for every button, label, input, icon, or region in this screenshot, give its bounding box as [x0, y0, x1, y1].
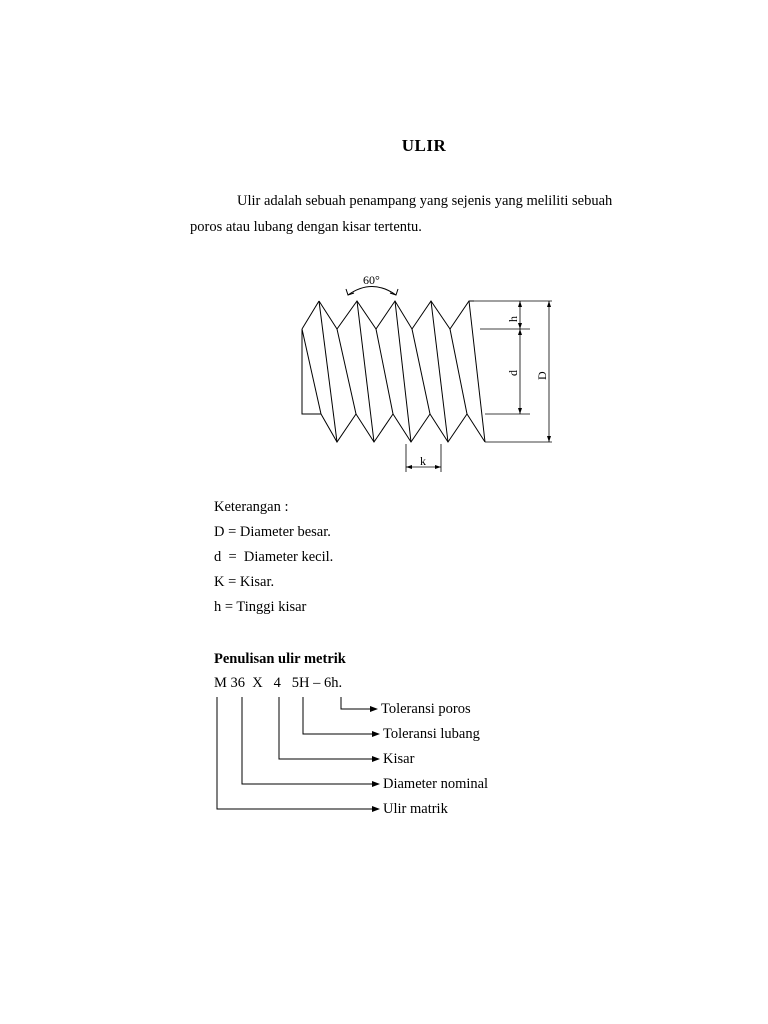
annotation-kisar: Kisar	[383, 751, 415, 767]
keterangan-item: D = Diameter besar.	[214, 524, 331, 540]
annotation-ulir-matrik: Ulir matrik	[383, 801, 448, 817]
D-large-label: D	[535, 371, 549, 380]
annotation-toleransi-lubang: Toleransi lubang	[383, 726, 480, 742]
angle-arc	[346, 287, 398, 296]
keterangan-item: d = Diameter kecil.	[214, 549, 334, 565]
k-label: k	[420, 454, 426, 468]
keterangan-title: Keterangan :	[214, 499, 289, 515]
angle-label: 60°	[363, 273, 380, 287]
keterangan-item: h = Tinggi kisar	[214, 599, 307, 615]
annotation-toleransi-poros: Toleransi poros	[381, 701, 471, 717]
thread-profile	[302, 301, 485, 442]
metric-code: M 36 X 4 5H – 6h.	[214, 675, 343, 691]
annotation-diameter-nominal: Diameter nominal	[383, 776, 489, 792]
thread-diagram-svg	[290, 262, 570, 477]
keterangan-item: K = Kisar.	[214, 574, 275, 590]
thread-diagram	[290, 262, 570, 477]
h-label: h	[506, 316, 520, 322]
paragraph-line-1: Ulir adalah sebuah penampang yang sejenis yang meliliti sebuah	[237, 193, 613, 209]
d-small-label: d	[506, 370, 520, 376]
page-title: ULIR	[401, 136, 447, 155]
metric-heading: Penulisan ulir metrik	[214, 651, 346, 667]
paragraph-line-2: poros atau lubang dengan kisar tertentu.	[190, 219, 422, 235]
